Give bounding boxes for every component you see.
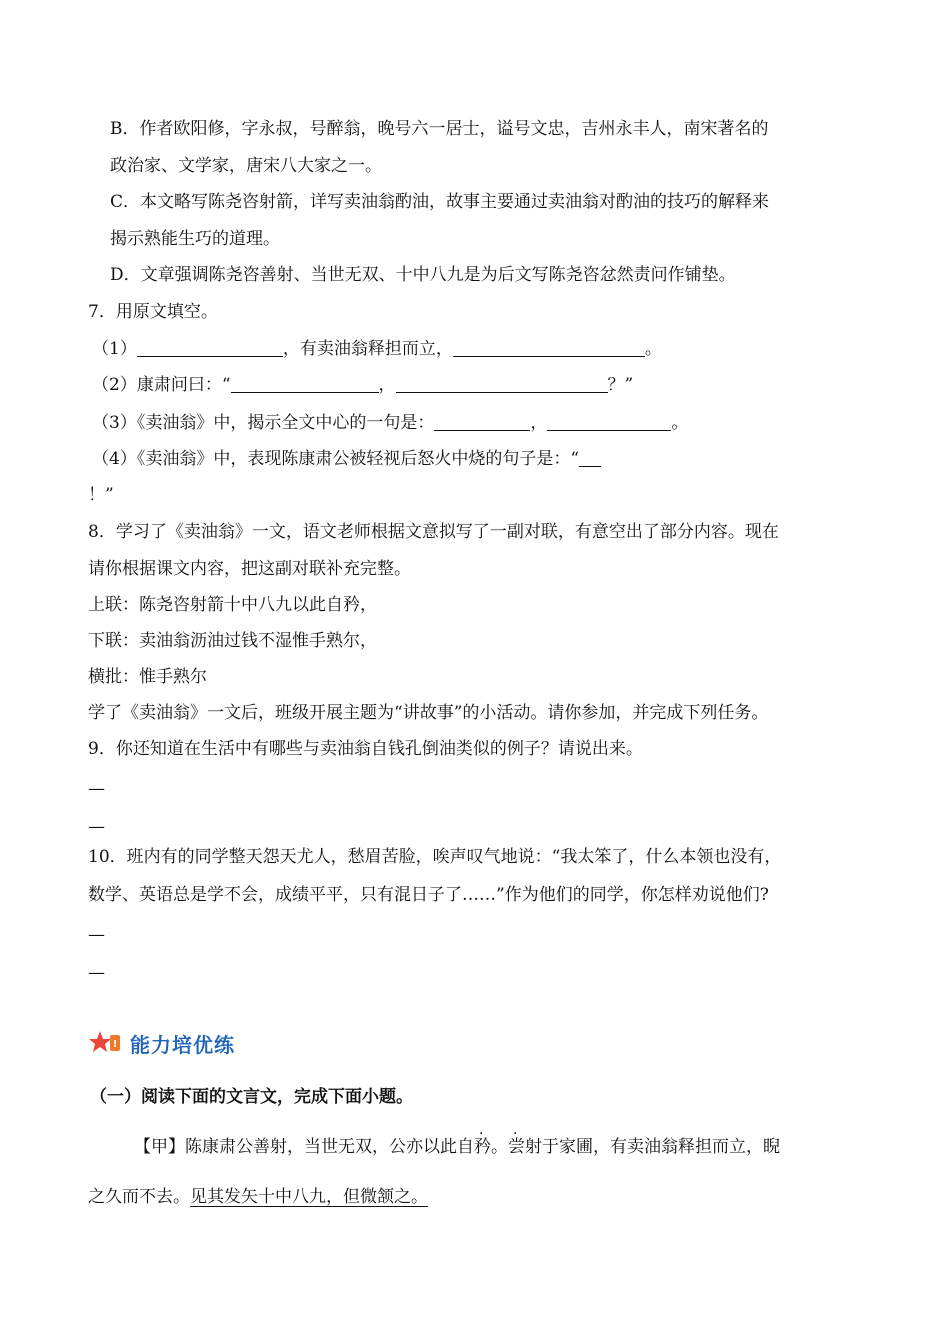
svg-text:!: !: [112, 1039, 118, 1050]
q6-option-b-line2: 政治家、文学家，唐宋八大家之一。: [110, 156, 382, 176]
q7-item-4-cont: ！”: [88, 485, 114, 505]
star-badge-icon: [88, 1029, 124, 1057]
answer-line[interactable]: —: [88, 779, 105, 799]
emphasis-char: 矜: [474, 1137, 491, 1157]
answer-line[interactable]: —: [88, 817, 105, 837]
underlined-sentence: 见其发矢十中八九，但微颔之。: [190, 1187, 428, 1207]
q8-upper-couplet: 上联：陈尧咨射箭十中八九以此自矜，: [88, 595, 377, 615]
blank-field[interactable]: [231, 376, 379, 393]
section-title: 能力培优练: [130, 1032, 235, 1057]
q6-option-d: D．文章强调陈尧咨善射、当世无双、十中八九是为后文写陈尧咨忿然责问作铺垫。: [110, 265, 736, 285]
q9-text: 9．你还知道在生活中有哪些与卖油翁自钱孔倒油类似的例子？请说出来。: [88, 739, 643, 759]
q8-horizontal-scroll: 横批：惟手熟尔: [88, 667, 207, 687]
q7-item-3: （3）《卖油翁》中，揭示全文中心的一句是： ， 。: [92, 413, 689, 433]
activity-intro: 学了《卖油翁》一文后，班级开展主题为“讲故事”的小活动。请你参加，并完成下列任务。: [88, 703, 769, 723]
section-subtitle: （一）阅读下面的文言文，完成下面小题。: [90, 1087, 413, 1107]
q7-title: 7．用原文填空。: [88, 302, 218, 322]
q10-line1: 10．班内有的同学整天怨天尤人，愁眉苦脸，唉声叹气地说：“我太笨了，什么本领也没有，: [88, 847, 782, 867]
blank-field[interactable]: [579, 450, 601, 467]
q8-lower-couplet: 下联：卖油翁沥油过钱不湿惟手熟尔，: [88, 631, 377, 651]
q8-line2: 请你根据课文内容，把这副对联补充完整。: [88, 559, 411, 579]
blank-field[interactable]: [434, 414, 530, 431]
blank-field[interactable]: [137, 340, 283, 357]
q6-option-b-line1: B．作者欧阳修，字永叔，号醉翁，晚号六一居士，谥号文忠，吉州永丰人，南宋著名的: [110, 119, 769, 139]
q7-item-1: （1） ，有卖油翁释担而立， 。: [92, 339, 662, 359]
q10-line2: 数学、英语总是学不会，成绩平平，只有混日子了……”作为他们的同学，你怎样劝说他们?: [88, 885, 769, 905]
q7-item-2: （2）康肃问曰：“ ， ？”: [92, 375, 634, 395]
emphasis-char: 尝: [508, 1137, 525, 1157]
q7-item-4: （4）《卖油翁》中，表现陈康肃公被轻视后怒火中烧的句子是：“: [92, 448, 601, 470]
q8-line1: 8．学习了《卖油翁》一文，语文老师根据文意拟写了一副对联，有意空出了部分内容。现在: [88, 522, 779, 542]
section-header: [88, 1028, 235, 1058]
passage-line1: 【甲】陈康肃公善射，当世无双，公亦以此自矜。尝射于家圃，有卖油翁释担而立，睨: [134, 1137, 780, 1157]
answer-line[interactable]: —: [88, 925, 105, 945]
blank-field[interactable]: [396, 376, 608, 393]
blank-field[interactable]: [547, 414, 671, 431]
passage-line2: 之久而不去。见其发矢十中八九，但微颔之。: [88, 1187, 428, 1207]
q6-option-c-line2: 揭示熟能生巧的道理。: [110, 229, 280, 249]
answer-line[interactable]: —: [88, 963, 105, 983]
blank-field[interactable]: [453, 340, 645, 357]
q6-option-c-line1: C．本文略写陈尧咨射箭，详写卖油翁酌油，故事主要通过卖油翁对酌油的技巧的解释来: [110, 192, 770, 212]
